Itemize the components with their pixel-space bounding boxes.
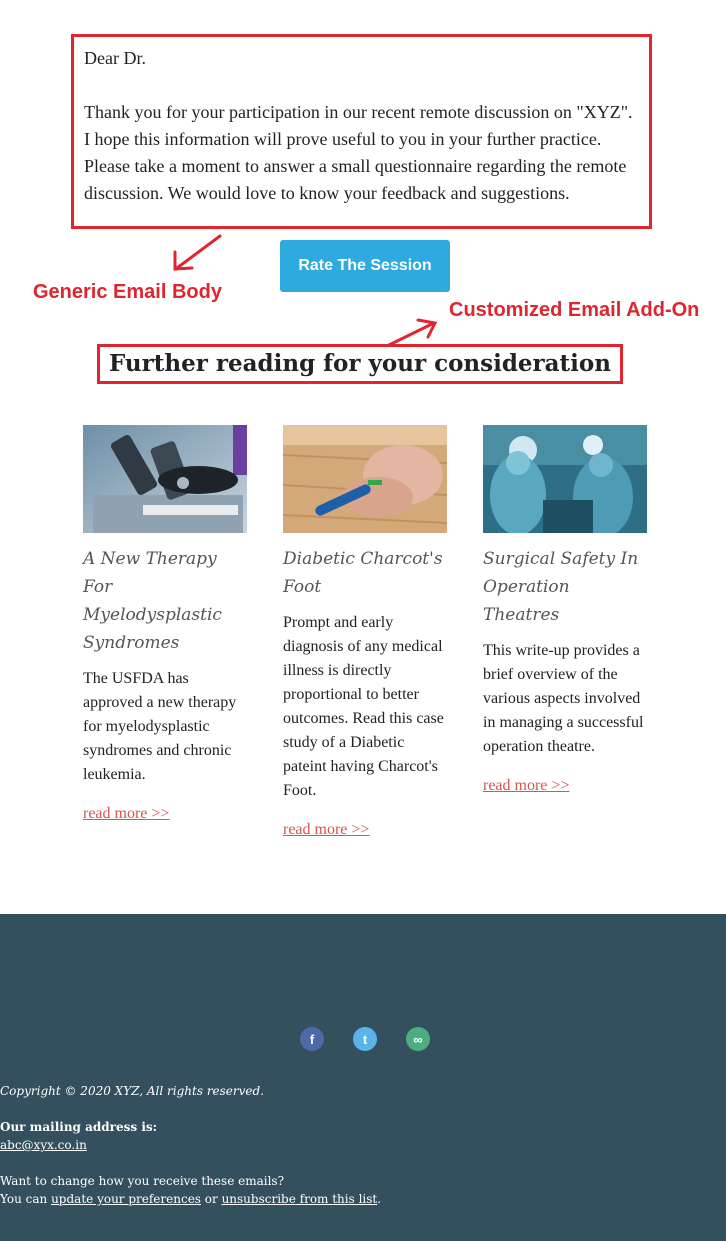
update-preferences-link[interactable]: update your preferences [51,1192,201,1206]
read-more-link[interactable]: read more >> [83,805,170,822]
microscope-photo [83,425,247,533]
article-card [283,425,447,839]
article-description: This write-up provides a brief overview of the various aspects involved in managing a successful operation theatre. [483,642,644,755]
article-card [83,425,247,823]
article-description: The USFDA has approved a new therapy for myelodysplastic syndromes and chronic leukemia. [83,670,237,783]
arrow-to-email-body [177,236,220,268]
facebook-icon[interactable]: f [300,1027,324,1051]
annotation-customized-add-on: Customized Email Add-On [449,299,700,321]
annotation-generic-email-body: Generic Email Body [33,281,222,303]
arrowhead-email-body [175,252,192,269]
article-card [483,425,647,795]
arrow-to-add-on [389,323,434,345]
link-icon[interactable]: ∞ [406,1027,430,1051]
surgery-photo [483,425,647,533]
further-reading-title: Further reading for your consideration [97,344,623,384]
read-more-link[interactable]: read more >> [283,821,370,838]
mailing-address-link[interactable]: abc@xyx.co.in [0,1138,87,1152]
article-title: Surgical Safety In Operation Theatres [483,549,639,625]
email-message: Thank you for your participation in our recent remote discussion on "XYZ". I hope this information will prove useful to you in your further practice. Please take a moment to answer a small questionnaire regarding the remote discussion. We would love to know your feedback and suggestions. [84,102,633,203]
prefs-prefix: You can [0,1192,52,1206]
copyright-text: Copyright © 2020 XYZ, All rights reserved. [0,1084,265,1098]
read-more-link[interactable]: read more >> [483,777,570,794]
mailing-address-label: Our mailing address is: [0,1120,158,1134]
unsubscribe-link[interactable]: unsubscribe from this list [221,1192,378,1206]
generic-email-body [71,34,652,229]
preferences-line [0,1192,726,1206]
insulin-pen-photo [283,425,447,533]
article-title: Diabetic Charcot's Foot [283,549,443,597]
article-title: A New Therapy For Myelodysplastic Syndromes [83,549,222,653]
prefs-suffix: . [377,1192,382,1206]
greeting: Dear Dr. [84,48,146,68]
change-preferences-text: Want to change how you receive these emails? [0,1174,285,1188]
arrowhead-add-on [418,320,435,337]
article-description: Prompt and early diagnosis of any medical illness is directly proportional to better outcomes. Read this case study of a Diabetic pateint having Charcot's Foot. [283,614,444,799]
rate-session-button[interactable]: Rate The Session [280,240,450,292]
twitter-icon[interactable]: t [353,1027,377,1051]
prefs-or: or [200,1192,222,1206]
